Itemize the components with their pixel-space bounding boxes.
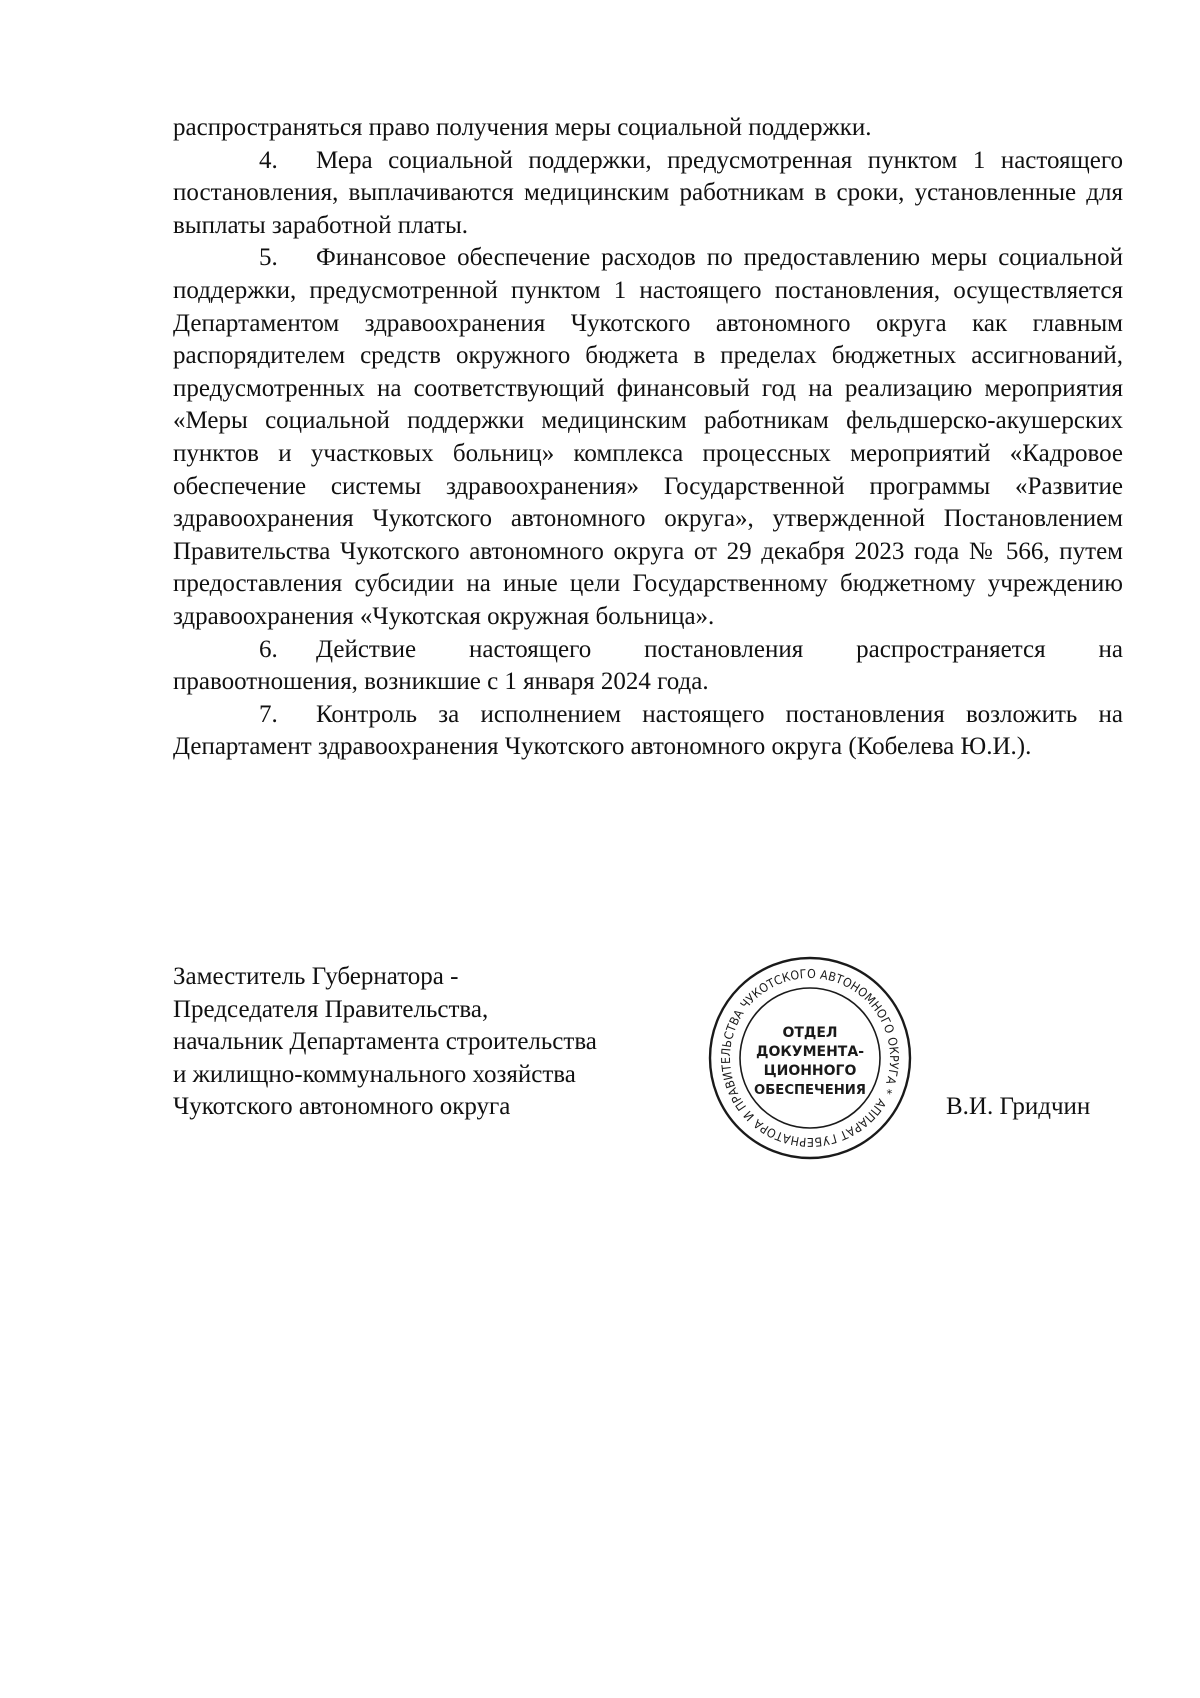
official-stamp (705, 953, 915, 1163)
stamp-center-line: ОТДЕЛ (782, 1025, 838, 1041)
paragraph-text: Контроль за исполнением настоящего постановления возложить на Департамент здравоохранения Чукотского автономного округа (Кобелева Ю.И.). (173, 700, 1123, 761)
stamp-center-line: ОБЕСПЕЧЕНИЯ (754, 1083, 866, 1098)
paragraph-5 (173, 242, 1123, 633)
paragraph-continuation (173, 112, 1123, 145)
signatory-name: В.И. Гридчин (946, 1093, 1091, 1120)
signatory-position (173, 961, 693, 1124)
paragraph-number: 5. (259, 244, 278, 272)
paragraph-7 (173, 699, 1123, 764)
paragraph-text: распространяться право получения меры социальной поддержки. (173, 114, 872, 141)
paragraph-4 (173, 145, 1123, 243)
stamp-center-line: ДОКУМЕНТА- (755, 1044, 865, 1060)
signatory-position-line: и жилищно-коммунального хозяйства (173, 1060, 576, 1088)
paragraph-text: Финансовое обеспечение расходов по предоставлению меры социальной поддержки, предусмотренной пунктом 1 настоящего постановления, осуществляется Департаментом здравоохранения Чукотского автономного округа как главным распорядителем средств окружного бюджета в пределах бюджетных ассигнований, предусмотренных на соответствующий финансовый год на реализацию мероприятия «Меры социальной поддержки медицинским работникам фельдшерско-акушерских пунктов и участковых больниц» комплекса процессных мероприятий «Кадровое обеспечение системы здравоохранения» Государственной программы «Развитие здравоохранения Чукотского автономного округа», утвержденной Постановлением Правительства Чукотского автономного округа от 29 декабря 2023 года № 566, путем предоставления субсидии на иные цели Государственному бюджетному учреждению здравоохранения «Чукотская окружная больница». (173, 244, 1123, 630)
stamp-center-line: ЦИОННОГО (763, 1063, 857, 1079)
stamp-ring-textpath: АППАРАТ ГУБЕРНАТОРА И ПРАВИТЕЛЬСТВА ЧУКОТСКОГО АВТОНОМНОГО ОКРУГА * (718, 966, 902, 1150)
stamp-center (754, 1025, 866, 1098)
paragraph-number: 4. (259, 146, 278, 174)
signatory-position-line: Заместитель Губернатора - (173, 963, 459, 990)
paragraph-number: 6. (259, 635, 278, 663)
paragraph-text: Действие настоящего постановления распространяется на правоотношения, возникшие с 1 января 2024 года. (173, 635, 1123, 696)
document-body (173, 112, 1123, 764)
stamp-seal-image (705, 953, 915, 1163)
signatory-position-line: начальник Департамента строительства (173, 1028, 597, 1056)
paragraph-number: 7. (259, 700, 278, 728)
signatory-position-line: Председателя Правительства, (173, 995, 489, 1023)
paragraph-6 (173, 634, 1123, 699)
paragraph-text: Мера социальной поддержки, предусмотренная пунктом 1 настоящего постановления, выплачиваются медицинским работникам в сроки, установленные для выплаты заработной платы. (173, 146, 1123, 239)
signatory-position-line: Чукотского автономного округа (173, 1093, 511, 1121)
